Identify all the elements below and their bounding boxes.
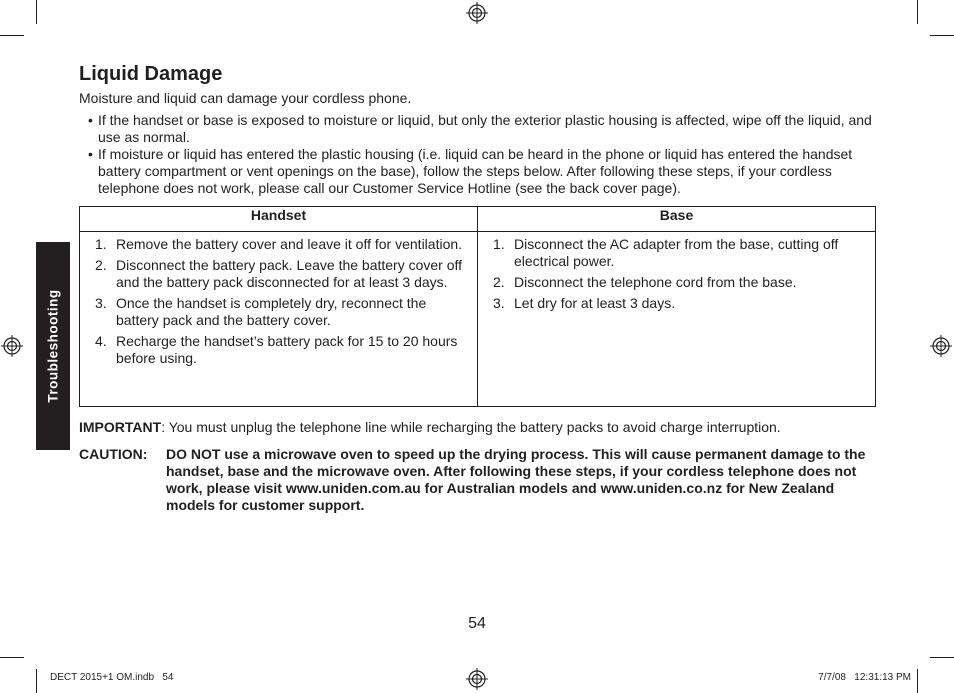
step-number: 3.	[95, 295, 107, 311]
list-item	[95, 236, 469, 253]
step-text: Disconnect the telephone cord from the base.	[514, 274, 797, 290]
step-text: Recharge the handset’s battery pack for 15 to 20 hours before using.	[116, 333, 458, 366]
step-text: Disconnect the AC adapter from the base, cutting off electrical power.	[514, 236, 839, 269]
registration-mark-icon	[930, 335, 952, 357]
registration-mark-icon	[466, 2, 488, 24]
crop-mark	[36, 0, 37, 24]
important-note	[79, 419, 781, 435]
steps-table	[79, 206, 876, 407]
section-tab-label: Troubleshooting	[45, 289, 61, 403]
bullet-item: • If the handset or base is exposed to moisture or liquid, but only the exterior plastic housing is affected, wipe off the liquid, and use as normal.	[88, 112, 878, 146]
list-item	[95, 333, 469, 367]
important-label: IMPORTANT	[79, 419, 162, 435]
registration-mark-icon	[466, 668, 488, 690]
step-number: 2.	[493, 274, 505, 290]
crop-mark	[930, 657, 954, 658]
crop-mark	[917, 669, 918, 693]
step-number: 2.	[95, 257, 107, 273]
handset-steps-list	[95, 236, 469, 367]
section-tab	[36, 242, 70, 450]
step-text: Let dry for at least 3 days.	[514, 295, 676, 311]
step-number: 1.	[95, 236, 107, 252]
step-number: 4.	[95, 333, 107, 349]
step-text: Once the handset is completely dry, reconnect the battery pack and the battery cover.	[116, 295, 427, 328]
step-text: Disconnect the battery pack. Leave the battery cover off and the battery pack disconnected for at least 3 days.	[116, 257, 463, 290]
registration-mark-icon	[1, 335, 23, 357]
list-item	[95, 257, 469, 291]
page-title: Liquid Damage	[79, 63, 223, 85]
important-text: : You must unplug the telephone line while recharging the battery packs to avoid charge interruption.	[161, 419, 781, 435]
caution-text: DO NOT use a microwave oven to speed up the drying process. This will cause permanent damage to the handset, base and the microwave oven. After following these steps, if your cordless telephone does not work, please visit www.uniden.com.au for Australian models and www.uniden.co.nz for New Zealand models for customer support.	[166, 446, 866, 513]
list-item	[493, 236, 867, 270]
bullet-list	[88, 112, 878, 197]
page-number: 54	[468, 615, 486, 632]
step-number: 3.	[493, 295, 505, 311]
crop-mark	[930, 35, 954, 36]
handset-steps-cell	[80, 232, 478, 407]
footer-file-info: DECT 2015+1 OM.indb 54	[50, 672, 174, 683]
list-item	[493, 274, 867, 291]
list-item	[493, 295, 867, 312]
intro-text: Moisture and liquid can damage your cordless phone.	[79, 90, 412, 106]
base-steps-list	[493, 236, 867, 312]
caution-label: CAUTION:	[79, 446, 148, 462]
crop-mark	[917, 0, 918, 24]
list-item	[95, 295, 469, 329]
bullet-item: • If moisture or liquid has entered the plastic housing (i.e. liquid can be heard in the phone or liquid has entered the handset battery compartment or vent openings on the base), follow the steps below. After following these steps, if your cordless telephone does not work, please call our Customer Service Hotline (see the back cover page).	[88, 146, 878, 197]
crop-mark	[0, 657, 24, 658]
base-column-header: Base	[478, 207, 876, 232]
crop-mark	[36, 669, 37, 693]
handset-column-header: Handset	[80, 207, 478, 232]
footer-timestamp: 7/7/08 12:31:13 PM	[818, 672, 911, 683]
base-steps-cell	[478, 232, 876, 407]
step-text: Remove the battery cover and leave it off for ventilation.	[116, 236, 463, 252]
step-number: 1.	[493, 236, 505, 252]
crop-mark	[0, 35, 24, 36]
